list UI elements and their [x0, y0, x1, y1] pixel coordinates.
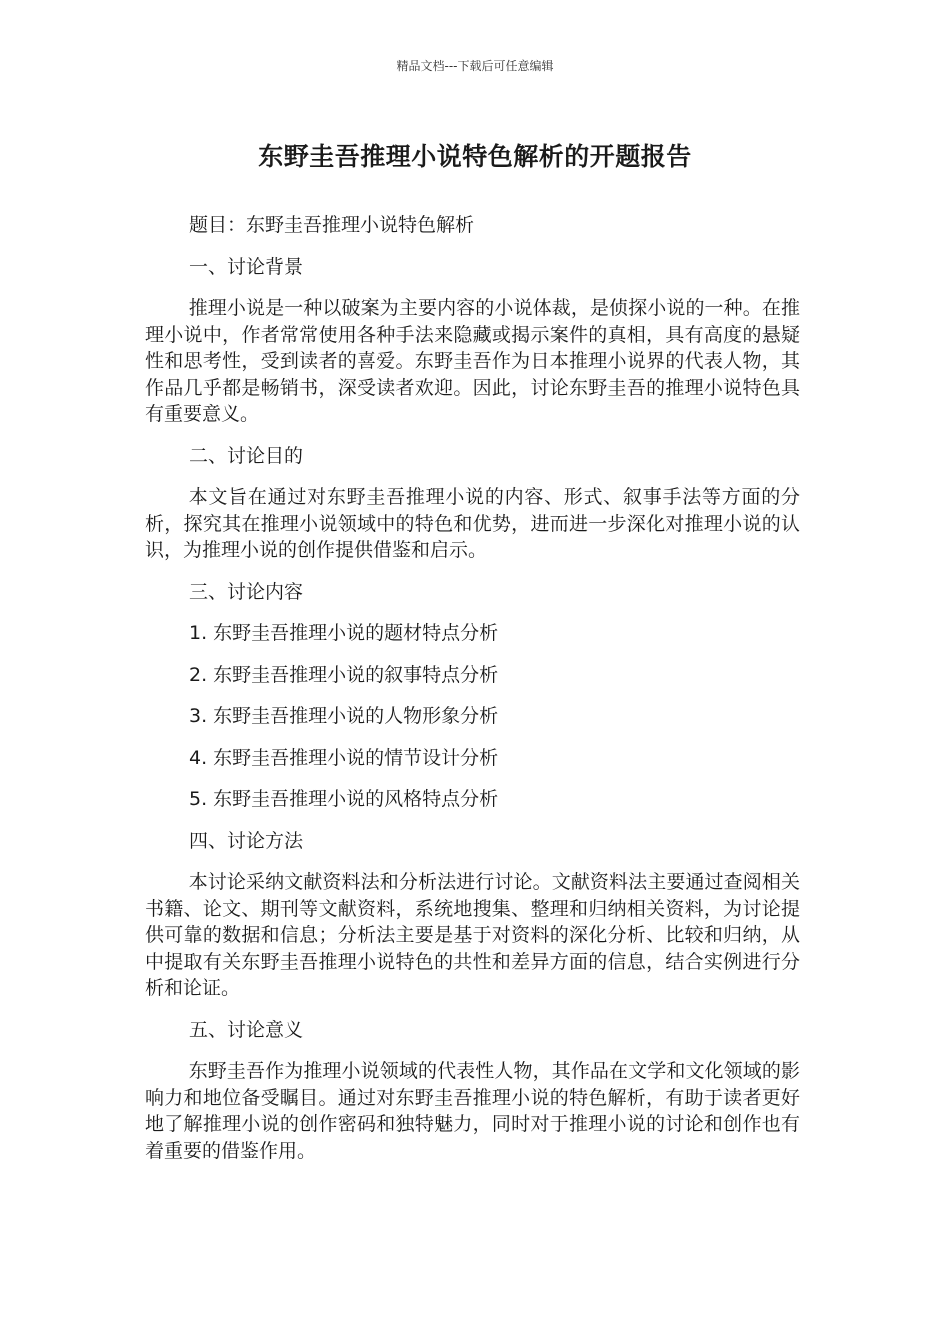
document-body [145, 212, 800, 1179]
section-heading-significance: 五、讨论意义 [189, 1018, 304, 1041]
list-item: 3. 东野圭吾推理小说的人物形象分析 [189, 705, 499, 727]
paragraph-significance: 东野圭吾作为推理小说领域的代表性人物，其作品在文学和文化领域的影响力和地位备受瞩目。通过对东野圭吾推理小说的特色解析，有助于读者更好地了解推理小说的创作密码和独特魅力，同时对于推理小说的讨论和创作也有着重要的借鉴作用。 [145, 1060, 800, 1162]
section-heading-content: 三、讨论内容 [189, 580, 304, 603]
list-item: 4. 东野圭吾推理小说的情节设计分析 [189, 746, 499, 769]
paragraph-purpose: 本文旨在通过对东野圭吾推理小说的内容、形式、叙事手法等方面的分析，探究其在推理小说领域中的特色和优势，进而进一步深化对推理小说的认识，为推理小说的创作提供借鉴和启示。 [145, 486, 800, 561]
list-item: 2. 东野圭吾推理小说的叙事特点分析 [189, 663, 499, 686]
section-heading-purpose: 二、讨论目的 [189, 444, 304, 467]
section-heading-method: 四、讨论方法 [189, 829, 304, 852]
topic-line: 题目：东野圭吾推理小说特色解析 [189, 214, 475, 236]
section-heading-background: 一、讨论背景 [189, 255, 304, 278]
document-title: 东野圭吾推理小说特色解析的开题报告 [258, 142, 692, 171]
header-note: 精品文档---下载后可任意编辑 [396, 59, 554, 73]
paragraph-background: 推理小说是一种以破案为主要内容的小说体裁，是侦探小说的一种。在推理小说中，作者常常使用各种手法来隐藏或揭示案件的真相，具有高度的悬疑性和思考性，受到读者的喜爱。东野圭吾作为日本推理小说界的代表人物，其作品几乎都是畅销书，深受读者欢迎。因此，讨论东野圭吾的推理小说特色具有重要意义。 [145, 297, 800, 425]
list-item: 1. 东野圭吾推理小说的题材特点分析 [189, 622, 499, 644]
paragraph-method: 本讨论采纳文献资料法和分析法进行讨论。文献资料法主要通过查阅相关书籍、论文、期刊等文献资料，系统地搜集、整理和归纳相关资料，为讨论提供可靠的数据和信息；分析法主要是基于对资料的深化分析、比较和归纳，从中提取有关东野圭吾推理小说特色的共性和差异方面的信息，结合实例进行分析和论证。 [145, 871, 800, 999]
list-item: 5. 东野圭吾推理小说的风格特点分析 [189, 788, 499, 810]
